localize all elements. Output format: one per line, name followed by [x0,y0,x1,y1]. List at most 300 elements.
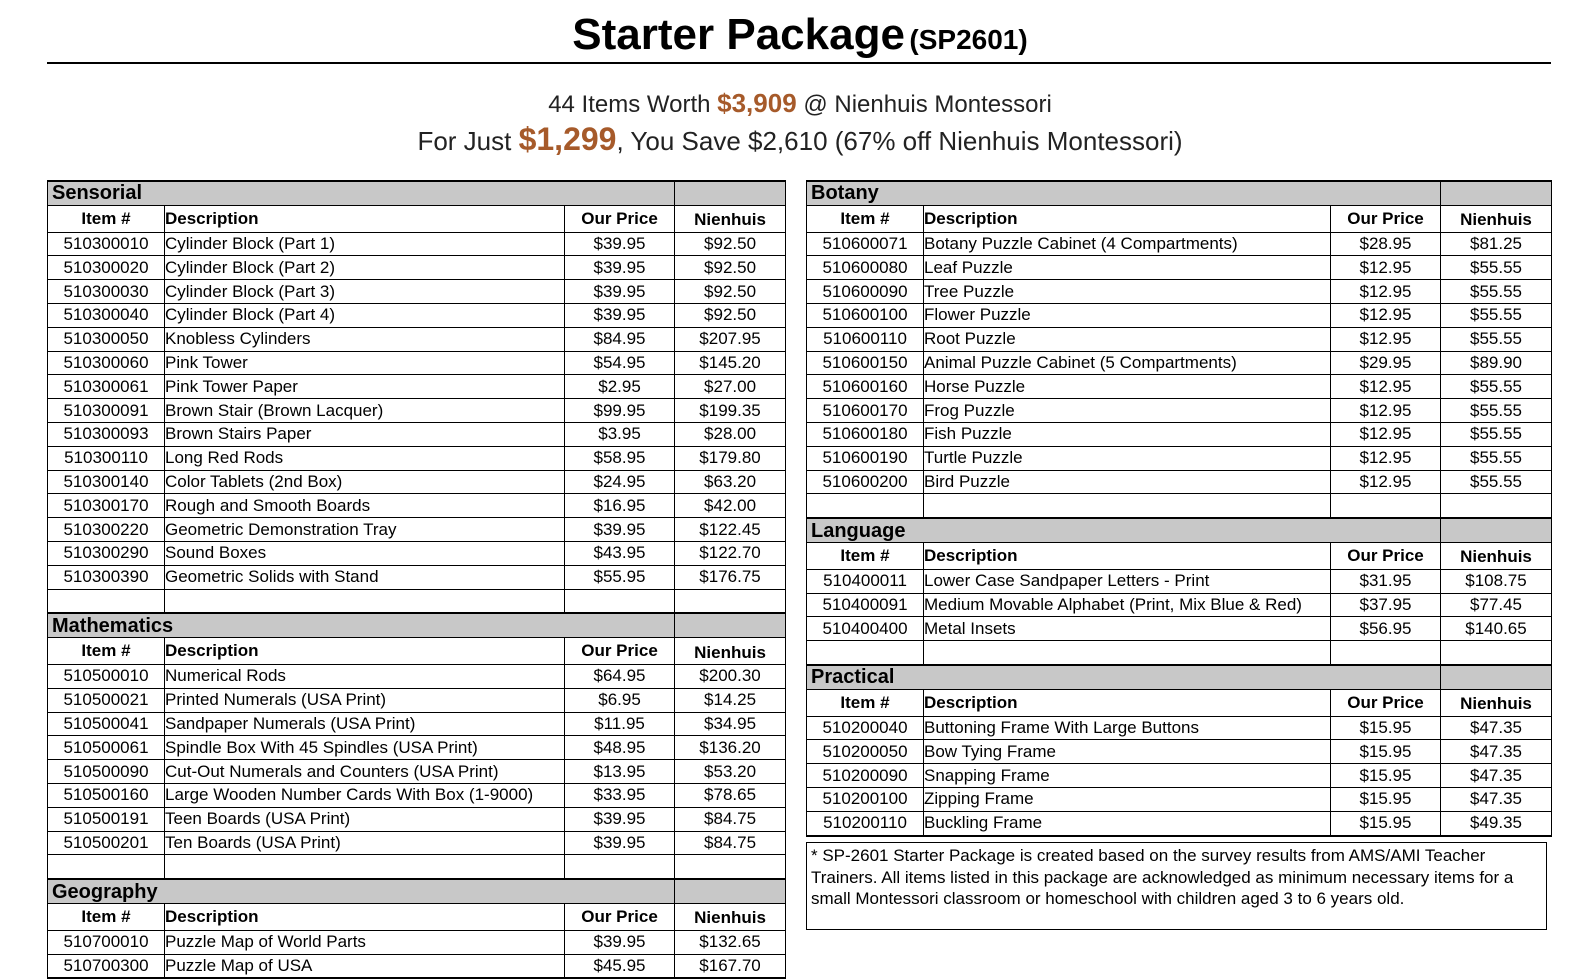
section-header-fill [675,879,786,903]
section-title: Language [807,518,1441,542]
nienhuis-price: $207.95 [675,327,786,351]
item-number: 510500201 [48,831,165,855]
table-row [48,712,786,736]
item-number: 510300061 [48,375,165,399]
our-price: $39.95 [565,518,675,542]
nienhuis-price: $78.65 [675,783,786,807]
table-row [48,783,786,807]
item-number: 510200110 [807,811,924,835]
worth-suffix: @ Nienhuis Montessori [796,91,1052,118]
table-row [807,617,1552,641]
nienhuis-price: $92.50 [675,280,786,304]
table-row [807,375,1552,399]
package-price: $1,299 [518,121,617,157]
table-row [807,327,1552,351]
item-number: 510500041 [48,712,165,736]
nienhuis-price: $47.35 [1441,740,1552,764]
column-header-row [807,689,1552,716]
nienhuis-price: $122.70 [675,541,786,565]
column-header-row [48,638,786,665]
item-number: 510600200 [807,470,924,494]
item-number: 510500160 [48,783,165,807]
nienhuis-price: $132.65 [675,930,786,954]
spacer-cell [924,641,1331,665]
section-header-fill [1441,518,1552,542]
our-price: $39.95 [565,930,675,954]
item-number: 510300020 [48,256,165,280]
section-header-sensorial [48,181,786,205]
item-description: Geometric Solids with Stand [165,565,565,589]
our-price: $15.95 [1331,740,1441,764]
our-price: $12.95 [1331,375,1441,399]
nienhuis-price: $89.90 [1441,351,1552,375]
spacer-cell [165,589,565,613]
item-description: Zipping Frame [924,787,1331,811]
column-header-our-price: Our Price [565,205,675,232]
package-code: (SP2601) [909,24,1028,55]
spacer-row [807,494,1552,518]
item-number: 510300050 [48,327,165,351]
table-row [48,664,786,688]
item-number: 510600080 [807,256,924,280]
table-row [48,422,786,446]
table-row [48,327,786,351]
item-description: Printed Numerals (USA Print) [165,688,565,712]
spacer-cell [565,589,675,613]
column-header-item: Item # [807,542,924,569]
spacer-cell [565,855,675,879]
table-row [807,256,1552,280]
item-description: Leaf Puzzle [924,256,1331,280]
section-header-mathematics [48,613,786,637]
column-header-description: Description [924,542,1331,569]
item-number: 510500021 [48,688,165,712]
section-title: Practical [807,665,1441,689]
item-number: 510300040 [48,303,165,327]
item-description: Puzzle Map of World Parts [165,930,565,954]
section-title: Sensorial [48,181,675,205]
item-number: 510600150 [807,351,924,375]
column-header-our-price: Our Price [1331,542,1441,569]
table-row [48,351,786,375]
column-header-row [48,903,786,930]
our-price: $12.95 [1331,280,1441,304]
table-row [807,470,1552,494]
item-number: 510300170 [48,494,165,518]
item-description: Buttoning Frame With Large Buttons [924,716,1331,740]
nienhuis-price: $55.55 [1441,470,1552,494]
item-number: 510600110 [807,327,924,351]
column-header-row [48,205,786,232]
nienhuis-price: $92.50 [675,232,786,256]
table-row [48,930,786,954]
item-description: Puzzle Map of USA [165,954,565,978]
table-row [807,303,1552,327]
table-row [807,232,1552,256]
item-description: Teen Boards (USA Print) [165,807,565,831]
spacer-cell [675,855,786,879]
table-row [48,303,786,327]
our-price: $6.95 [565,688,675,712]
section-title: Geography [48,879,675,903]
column-header-item: Item # [48,638,165,665]
table-row [48,565,786,589]
item-description: Tree Puzzle [924,280,1331,304]
item-description: Knobless Cylinders [165,327,565,351]
our-price: $48.95 [565,736,675,760]
item-description: Cylinder Block (Part 3) [165,280,565,304]
nienhuis-price: $55.55 [1441,327,1552,351]
table-row [48,831,786,855]
item-description: Pink Tower [165,351,565,375]
our-price: $39.95 [565,807,675,831]
nienhuis-price: $200.30 [675,664,786,688]
item-description: Fish Puzzle [924,422,1331,446]
section-header-practical [807,665,1552,689]
our-price: $2.95 [565,375,675,399]
nienhuis-price: $136.20 [675,736,786,760]
item-number: 510200040 [807,716,924,740]
table-row [807,787,1552,811]
table-row [807,280,1552,304]
table-row [807,764,1552,788]
item-description: Sandpaper Numerals (USA Print) [165,712,565,736]
item-number: 510600100 [807,303,924,327]
our-price: $45.95 [565,954,675,978]
table-row [48,256,786,280]
nienhuis-price: $53.20 [675,760,786,784]
spacer-row [807,641,1552,665]
nienhuis-price: $55.55 [1441,446,1552,470]
column-header-description: Description [924,689,1331,716]
section-header-geography [48,879,786,903]
package-footnote: * SP-2601 Starter Package is created based on the survey results from AMS/AMI Teacher Trainers. All items listed in this package are acknowledged as minimum necessary items for a small Montessori classroom or homeschool with children aged 3 to 6 years old. [806,842,1547,930]
item-number: 510600170 [807,399,924,423]
nienhuis-price: $49.35 [1441,811,1552,835]
item-description: Animal Puzzle Cabinet (5 Compartments) [924,351,1331,375]
nienhuis-price: $42.00 [675,494,786,518]
item-description: Rough and Smooth Boards [165,494,565,518]
item-description: Color Tablets (2nd Box) [165,470,565,494]
item-number: 510300290 [48,541,165,565]
column-header-nienhuis: Nienhuis [1441,689,1552,716]
spacer-cell [1331,641,1441,665]
our-price: $58.95 [565,446,675,470]
worth-prefix: 44 Items Worth [548,91,718,118]
table-row [48,375,786,399]
summary-worth-line [0,88,1591,119]
item-description: Cut-Out Numerals and Counters (USA Print) [165,760,565,784]
table-row [807,422,1552,446]
title-text: Starter Package [572,10,905,59]
nienhuis-price: $140.65 [1441,617,1552,641]
our-price: $99.95 [565,399,675,423]
our-price: $12.95 [1331,470,1441,494]
spacer-cell [48,589,165,613]
table-row [48,688,786,712]
item-description: Cylinder Block (Part 4) [165,303,565,327]
section-header-fill [1441,665,1552,689]
our-price: $12.95 [1331,256,1441,280]
column-header-our-price: Our Price [565,638,675,665]
table-row [807,593,1552,617]
item-description: Horse Puzzle [924,375,1331,399]
item-number: 510400091 [807,593,924,617]
column-header-our-price: Our Price [1331,205,1441,232]
our-price: $31.95 [1331,569,1441,593]
table-row [807,716,1552,740]
item-description: Botany Puzzle Cabinet (4 Compartments) [924,232,1331,256]
our-price: $39.95 [565,256,675,280]
item-number: 510500191 [48,807,165,831]
table-row [807,569,1552,593]
table-row [48,399,786,423]
item-number: 510600071 [807,232,924,256]
column-header-our-price: Our Price [1331,689,1441,716]
spacer-row [48,855,786,879]
nienhuis-price: $92.50 [675,303,786,327]
item-description: Lower Case Sandpaper Letters - Print [924,569,1331,593]
table-row [48,280,786,304]
nienhuis-price: $122.45 [675,518,786,542]
item-description: Bow Tying Frame [924,740,1331,764]
nienhuis-price: $55.55 [1441,375,1552,399]
nienhuis-price: $84.75 [675,831,786,855]
item-number: 510500061 [48,736,165,760]
table-row [807,399,1552,423]
table-row [48,807,786,831]
right-product-table [806,180,1552,837]
column-header-item: Item # [48,903,165,930]
our-price: $13.95 [565,760,675,784]
nienhuis-price: $14.25 [675,688,786,712]
spacer-cell [807,641,924,665]
item-description: Root Puzzle [924,327,1331,351]
column-header-description: Description [165,638,565,665]
item-description: Cylinder Block (Part 1) [165,232,565,256]
table-row [48,954,786,978]
savings-text: , You Save $2,610 (67% off Nienhuis Montessori) [616,126,1183,156]
left-product-table [47,180,786,979]
item-number: 510600190 [807,446,924,470]
item-description: Buckling Frame [924,811,1331,835]
table-row [48,518,786,542]
item-number: 510400011 [807,569,924,593]
nienhuis-price: $27.00 [675,375,786,399]
column-header-description: Description [924,205,1331,232]
nienhuis-price: $108.75 [1441,569,1552,593]
item-number: 510700300 [48,954,165,978]
our-price: $37.95 [1331,593,1441,617]
nienhuis-price: $63.20 [675,470,786,494]
item-number: 510300030 [48,280,165,304]
our-price: $12.95 [1331,399,1441,423]
item-description: Frog Puzzle [924,399,1331,423]
table-row [48,494,786,518]
nienhuis-price: $47.35 [1441,716,1552,740]
our-price: $43.95 [565,541,675,565]
item-number: 510500010 [48,664,165,688]
our-price: $33.95 [565,783,675,807]
nienhuis-price: $81.25 [1441,232,1552,256]
our-price: $54.95 [565,351,675,375]
column-header-nienhuis: Nienhuis [675,903,786,930]
item-number: 510300390 [48,565,165,589]
section-header-language [807,518,1552,542]
spacer-cell [1441,641,1552,665]
item-description: Spindle Box With 45 Spindles (USA Print) [165,736,565,760]
item-number: 510300010 [48,232,165,256]
column-header-item: Item # [48,205,165,232]
item-description: Large Wooden Number Cards With Box (1-9000) [165,783,565,807]
spacer-row [48,589,786,613]
item-number: 510400400 [807,617,924,641]
our-price: $39.95 [565,280,675,304]
column-header-nienhuis: Nienhuis [675,205,786,232]
item-description: Brown Stairs Paper [165,422,565,446]
our-price: $28.95 [1331,232,1441,256]
item-number: 510300220 [48,518,165,542]
our-price: $64.95 [565,664,675,688]
section-header-fill [1441,181,1552,205]
our-price: $15.95 [1331,811,1441,835]
item-number: 510600180 [807,422,924,446]
table-row [807,446,1552,470]
column-header-nienhuis: Nienhuis [1441,542,1552,569]
spacer-cell [48,855,165,879]
our-price: $15.95 [1331,716,1441,740]
summary-price-line [0,121,1591,158]
table-row [48,446,786,470]
table-row [48,760,786,784]
table-row [48,541,786,565]
nienhuis-price: $55.55 [1441,280,1552,304]
item-number: 510300093 [48,422,165,446]
our-price: $3.95 [565,422,675,446]
item-description: Sound Boxes [165,541,565,565]
our-price: $56.95 [1331,617,1441,641]
item-description: Flower Puzzle [924,303,1331,327]
table-row [807,740,1552,764]
table-row [48,736,786,760]
item-description: Ten Boards (USA Print) [165,831,565,855]
item-description: Snapping Frame [924,764,1331,788]
column-header-description: Description [165,903,565,930]
nienhuis-price: $55.55 [1441,422,1552,446]
section-header-fill [675,613,786,637]
nienhuis-price: $199.35 [675,399,786,423]
nienhuis-price: $28.00 [675,422,786,446]
spacer-cell [924,494,1331,518]
our-price: $11.95 [565,712,675,736]
table-row [48,470,786,494]
column-header-description: Description [165,205,565,232]
item-number: 510300110 [48,446,165,470]
title-underline [47,62,1551,64]
table-row [807,811,1552,835]
column-header-nienhuis: Nienhuis [1441,205,1552,232]
our-price: $12.95 [1331,327,1441,351]
nienhuis-price: $77.45 [1441,593,1552,617]
column-header-item: Item # [807,689,924,716]
item-description: Cylinder Block (Part 2) [165,256,565,280]
item-description: Numerical Rods [165,664,565,688]
spacer-cell [1331,494,1441,518]
nienhuis-price: $92.50 [675,256,786,280]
our-price: $12.95 [1331,303,1441,327]
our-price: $39.95 [565,831,675,855]
column-header-nienhuis: Nienhuis [675,638,786,665]
spacer-cell [1441,494,1552,518]
nienhuis-price: $55.55 [1441,256,1552,280]
nienhuis-price: $55.55 [1441,303,1552,327]
spacer-cell [807,494,924,518]
nienhuis-price: $84.75 [675,807,786,831]
nienhuis-price: $167.70 [675,954,786,978]
item-number: 510300091 [48,399,165,423]
item-number: 510700010 [48,930,165,954]
our-price: $39.95 [565,232,675,256]
item-number: 510200100 [807,787,924,811]
column-header-our-price: Our Price [565,903,675,930]
item-description: Bird Puzzle [924,470,1331,494]
our-price: $12.95 [1331,446,1441,470]
section-header-botany [807,181,1552,205]
column-header-item: Item # [807,205,924,232]
item-description: Geometric Demonstration Tray [165,518,565,542]
section-header-fill [675,181,786,205]
item-number: 510600090 [807,280,924,304]
nienhuis-price: $34.95 [675,712,786,736]
our-price: $15.95 [1331,764,1441,788]
section-title: Mathematics [48,613,675,637]
item-number: 510500090 [48,760,165,784]
column-header-row [807,542,1552,569]
our-price: $12.95 [1331,422,1441,446]
our-price: $39.95 [565,303,675,327]
item-number: 510200090 [807,764,924,788]
item-number: 510600160 [807,375,924,399]
table-row [48,232,786,256]
nienhuis-price: $47.35 [1441,787,1552,811]
item-number: 510300060 [48,351,165,375]
page-title [0,10,1591,60]
our-price: $29.95 [1331,351,1441,375]
spacer-cell [165,855,565,879]
our-price: $55.95 [565,565,675,589]
our-price: $15.95 [1331,787,1441,811]
price-prefix: For Just [417,126,519,156]
item-description: Long Red Rods [165,446,565,470]
nienhuis-price: $176.75 [675,565,786,589]
section-title: Botany [807,181,1441,205]
item-number: 510200050 [807,740,924,764]
nienhuis-price: $179.80 [675,446,786,470]
item-number: 510300140 [48,470,165,494]
nienhuis-price: $145.20 [675,351,786,375]
item-description: Metal Insets [924,617,1331,641]
table-row [807,351,1552,375]
item-description: Turtle Puzzle [924,446,1331,470]
item-description: Brown Stair (Brown Lacquer) [165,399,565,423]
our-price: $16.95 [565,494,675,518]
column-header-row [807,205,1552,232]
worth-value: $3,909 [717,88,797,118]
nienhuis-price: $47.35 [1441,764,1552,788]
spacer-cell [675,589,786,613]
our-price: $24.95 [565,470,675,494]
nienhuis-price: $55.55 [1441,399,1552,423]
